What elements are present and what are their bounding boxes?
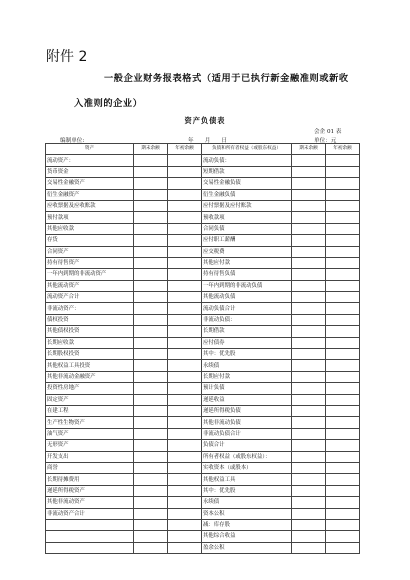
liability-closing-balance-cell xyxy=(292,155,326,166)
asset-item-label: 衍生金融资产 xyxy=(46,189,134,200)
liability-item-label: 其他应付款 xyxy=(202,257,292,268)
liability-closing-balance-cell xyxy=(292,462,326,473)
liability-closing-balance-cell xyxy=(292,360,326,371)
asset-item-label: 固定资产 xyxy=(46,394,134,405)
asset-item-label: 货币资金 xyxy=(46,166,134,177)
asset-closing-balance-cell xyxy=(134,326,168,337)
asset-opening-balance-cell xyxy=(168,508,202,519)
liability-item-label: 负债合计 xyxy=(202,440,292,451)
table-body xyxy=(46,155,360,554)
liability-closing-balance-cell xyxy=(292,212,326,223)
liability-item-label: 长期应付款 xyxy=(202,371,292,382)
liability-item-label: 减：库存股 xyxy=(202,519,292,530)
asset-closing-balance-cell xyxy=(134,508,168,519)
liability-item-label: 交易性金融负债 xyxy=(202,178,292,189)
asset-item-label: 其他债权投资 xyxy=(46,326,134,337)
asset-closing-balance-cell xyxy=(134,474,168,485)
liability-opening-balance-cell xyxy=(326,394,360,405)
asset-closing-balance-cell xyxy=(134,497,168,508)
asset-closing-balance-cell xyxy=(134,292,168,303)
asset-item-label: 长期待摊费用 xyxy=(46,474,134,485)
liability-opening-balance-cell xyxy=(326,440,360,451)
asset-item-label: 存货 xyxy=(46,235,134,246)
asset-opening-balance-cell xyxy=(168,349,202,360)
liability-opening-balance-cell xyxy=(326,508,360,519)
asset-item-label: 生产性生物资产 xyxy=(46,417,134,428)
asset-item-label: 其他权益工具投资 xyxy=(46,360,134,371)
liability-opening-balance-cell xyxy=(326,485,360,496)
asset-item-label: 长期股权投资 xyxy=(46,349,134,360)
table-row xyxy=(46,417,360,428)
asset-closing-balance-cell xyxy=(134,531,168,542)
asset-item-label: 其他流动资产 xyxy=(46,280,134,291)
asset-opening-balance-cell xyxy=(168,474,202,485)
header-liabilities-closing: 期末余额 xyxy=(292,144,326,155)
table-row xyxy=(46,314,360,325)
asset-item-label: 其他非流动金融资产 xyxy=(46,371,134,382)
asset-opening-balance-cell xyxy=(168,212,202,223)
attachment-label: 附件 2 xyxy=(46,49,88,65)
table-row xyxy=(46,189,360,200)
header-assets: 资产 xyxy=(46,144,134,155)
asset-item-label: 其他非流动资产 xyxy=(46,497,134,508)
liability-item-label: 其中：优先股 xyxy=(202,485,292,496)
liability-item-label: 预计负债 xyxy=(202,383,292,394)
table-row xyxy=(46,269,360,280)
table-row xyxy=(46,200,360,211)
asset-closing-balance-cell xyxy=(134,189,168,200)
liability-closing-balance-cell xyxy=(292,451,326,462)
liability-opening-balance-cell xyxy=(326,246,360,257)
asset-closing-balance-cell xyxy=(134,303,168,314)
table-row xyxy=(46,349,360,360)
liability-closing-balance-cell xyxy=(292,383,326,394)
asset-opening-balance-cell xyxy=(168,417,202,428)
asset-closing-balance-cell xyxy=(134,519,168,530)
liability-closing-balance-cell xyxy=(292,542,326,553)
liability-item-label: 流动负债合计 xyxy=(202,303,292,314)
asset-item-label: 交易性金融资产 xyxy=(46,178,134,189)
liability-closing-balance-cell xyxy=(292,519,326,530)
table-row xyxy=(46,485,360,496)
liability-closing-balance-cell xyxy=(292,394,326,405)
liability-opening-balance-cell xyxy=(326,417,360,428)
table-row xyxy=(46,462,360,473)
asset-item-label: 一年内到期的非流动资产 xyxy=(46,269,134,280)
liability-opening-balance-cell xyxy=(326,280,360,291)
table-row xyxy=(46,474,360,485)
liability-item-label: 其他综合收益 xyxy=(202,531,292,542)
asset-opening-balance-cell xyxy=(168,519,202,530)
table-row xyxy=(46,405,360,416)
table-row xyxy=(46,383,360,394)
liability-closing-balance-cell xyxy=(292,428,326,439)
liability-opening-balance-cell xyxy=(326,497,360,508)
asset-item-label: 预付款项 xyxy=(46,212,134,223)
asset-item-label: 无形资产 xyxy=(46,440,134,451)
asset-opening-balance-cell xyxy=(168,405,202,416)
table-row xyxy=(46,246,360,257)
liability-item-label: 递延收益 xyxy=(202,394,292,405)
asset-closing-balance-cell xyxy=(134,451,168,462)
table-row xyxy=(46,360,360,371)
asset-closing-balance-cell xyxy=(134,166,168,177)
header-liabilities-opening: 年初余额 xyxy=(326,144,360,155)
liability-closing-balance-cell xyxy=(292,166,326,177)
table-row xyxy=(46,326,360,337)
liability-item-label: 其他非流动负债 xyxy=(202,417,292,428)
table-row xyxy=(46,166,360,177)
header-liabilities-equity: 负债和所有者权益（或股东权益） xyxy=(202,144,292,155)
liability-item-label: 衍生金融负债 xyxy=(202,189,292,200)
table-row xyxy=(46,178,360,189)
sheet-title: 资产负债表 xyxy=(184,116,226,125)
liability-closing-balance-cell xyxy=(292,246,326,257)
asset-closing-balance-cell xyxy=(134,246,168,257)
table-row xyxy=(46,280,360,291)
asset-closing-balance-cell xyxy=(134,257,168,268)
asset-item-label: 非流动资产合计 xyxy=(46,508,134,519)
asset-closing-balance-cell xyxy=(134,440,168,451)
asset-opening-balance-cell xyxy=(168,189,202,200)
liability-opening-balance-cell xyxy=(326,189,360,200)
liability-opening-balance-cell xyxy=(326,474,360,485)
table-row xyxy=(46,303,360,314)
liability-opening-balance-cell xyxy=(326,371,360,382)
header-assets-closing: 期末余额 xyxy=(134,144,168,155)
asset-closing-balance-cell xyxy=(134,337,168,348)
liability-opening-balance-cell xyxy=(326,292,360,303)
asset-opening-balance-cell xyxy=(168,155,202,166)
asset-closing-balance-cell xyxy=(134,485,168,496)
unit-label: 单位：元 xyxy=(314,138,337,144)
table-row xyxy=(46,235,360,246)
liability-item-label: 短期借款 xyxy=(202,166,292,177)
liability-closing-balance-cell xyxy=(292,405,326,416)
asset-opening-balance-cell xyxy=(168,166,202,177)
asset-closing-balance-cell xyxy=(134,383,168,394)
asset-item-label: 合同资产 xyxy=(46,246,134,257)
asset-item-label: 油气资产 xyxy=(46,428,134,439)
asset-opening-balance-cell xyxy=(168,428,202,439)
liability-closing-balance-cell xyxy=(292,349,326,360)
liability-opening-balance-cell xyxy=(326,235,360,246)
liability-opening-balance-cell xyxy=(326,223,360,234)
asset-item-label: 债权投资 xyxy=(46,314,134,325)
liability-item-label: 所有者权益（或股东权益）： xyxy=(202,451,292,462)
asset-opening-balance-cell xyxy=(168,462,202,473)
asset-opening-balance-cell xyxy=(168,497,202,508)
asset-opening-balance-cell xyxy=(168,178,202,189)
asset-opening-balance-cell xyxy=(168,383,202,394)
header-assets-opening: 年初余额 xyxy=(168,144,202,155)
liability-closing-balance-cell xyxy=(292,417,326,428)
asset-item-label: 应收票据及应收账款 xyxy=(46,200,134,211)
table-header-row xyxy=(46,144,360,155)
asset-opening-balance-cell xyxy=(168,280,202,291)
table-row xyxy=(46,440,360,451)
liability-opening-balance-cell xyxy=(326,166,360,177)
asset-opening-balance-cell xyxy=(168,371,202,382)
asset-closing-balance-cell xyxy=(134,462,168,473)
liability-opening-balance-cell xyxy=(326,155,360,166)
liability-opening-balance-cell xyxy=(326,451,360,462)
table-row xyxy=(46,155,360,166)
asset-opening-balance-cell xyxy=(168,326,202,337)
date-label: _____年____月____日 xyxy=(174,138,228,144)
table-row xyxy=(46,497,360,508)
asset-opening-balance-cell xyxy=(168,223,202,234)
liability-item-label: 永续债 xyxy=(202,360,292,371)
asset-item-label xyxy=(46,519,134,530)
asset-opening-balance-cell xyxy=(168,303,202,314)
table-row xyxy=(46,371,360,382)
liability-closing-balance-cell xyxy=(292,440,326,451)
asset-item-label: 流动资产： xyxy=(46,155,134,166)
liability-opening-balance-cell xyxy=(326,178,360,189)
asset-item-label: 开发支出 xyxy=(46,451,134,462)
asset-item-label: 投资性房地产 xyxy=(46,383,134,394)
liability-opening-balance-cell xyxy=(326,269,360,280)
liability-opening-balance-cell xyxy=(326,212,360,223)
table-row xyxy=(46,542,360,553)
liability-item-label: 实收资本（或股本） xyxy=(202,462,292,473)
asset-closing-balance-cell xyxy=(134,212,168,223)
asset-closing-balance-cell xyxy=(134,428,168,439)
liability-closing-balance-cell xyxy=(292,371,326,382)
asset-opening-balance-cell xyxy=(168,360,202,371)
asset-closing-balance-cell xyxy=(134,349,168,360)
liability-item-label: 应付票据及应付账款 xyxy=(202,200,292,211)
table-row xyxy=(46,428,360,439)
liability-closing-balance-cell xyxy=(292,178,326,189)
asset-closing-balance-cell xyxy=(134,269,168,280)
liability-item-label: 递延所得税负债 xyxy=(202,405,292,416)
asset-item-label xyxy=(46,531,134,542)
asset-opening-balance-cell xyxy=(168,485,202,496)
asset-closing-balance-cell xyxy=(134,178,168,189)
liability-closing-balance-cell xyxy=(292,223,326,234)
liability-closing-balance-cell xyxy=(292,280,326,291)
table-row xyxy=(46,508,360,519)
liability-opening-balance-cell xyxy=(326,462,360,473)
liability-item-label: 应交税费 xyxy=(202,246,292,257)
liability-closing-balance-cell xyxy=(292,485,326,496)
liability-opening-balance-cell xyxy=(326,337,360,348)
asset-opening-balance-cell xyxy=(168,451,202,462)
liability-closing-balance-cell xyxy=(292,292,326,303)
table-row xyxy=(46,257,360,268)
asset-item-label: 商誉 xyxy=(46,462,134,473)
liability-opening-balance-cell xyxy=(326,326,360,337)
asset-item-label: 递延所得税资产 xyxy=(46,485,134,496)
liability-closing-balance-cell xyxy=(292,474,326,485)
liability-item-label: 持有待售负债 xyxy=(202,269,292,280)
asset-opening-balance-cell xyxy=(168,440,202,451)
liability-opening-balance-cell xyxy=(326,200,360,211)
asset-item-label xyxy=(46,542,134,553)
liability-closing-balance-cell xyxy=(292,235,326,246)
liability-closing-balance-cell xyxy=(292,269,326,280)
asset-item-label: 非流动资产： xyxy=(46,303,134,314)
asset-closing-balance-cell xyxy=(134,155,168,166)
liability-closing-balance-cell xyxy=(292,337,326,348)
liability-opening-balance-cell xyxy=(326,542,360,553)
liability-closing-balance-cell xyxy=(292,531,326,542)
liability-opening-balance-cell xyxy=(326,349,360,360)
liability-item-label: 其他流动负债 xyxy=(202,292,292,303)
liability-item-label: 非流动负债： xyxy=(202,314,292,325)
asset-closing-balance-cell xyxy=(134,371,168,382)
liability-item-label: 合同负债 xyxy=(202,223,292,234)
liability-item-label: 预收款项 xyxy=(202,212,292,223)
table-row xyxy=(46,223,360,234)
liability-opening-balance-cell xyxy=(326,405,360,416)
asset-closing-balance-cell xyxy=(134,223,168,234)
liability-item-label: 应付职工薪酬 xyxy=(202,235,292,246)
liability-opening-balance-cell xyxy=(326,519,360,530)
liability-item-label: 一年内到期的非流动负债 xyxy=(202,280,292,291)
table-row xyxy=(46,394,360,405)
table-row xyxy=(46,519,360,530)
asset-opening-balance-cell xyxy=(168,200,202,211)
asset-opening-balance-cell xyxy=(168,292,202,303)
liability-item-label: 长期借款 xyxy=(202,326,292,337)
liability-opening-balance-cell xyxy=(326,303,360,314)
liability-opening-balance-cell xyxy=(326,314,360,325)
asset-closing-balance-cell xyxy=(134,405,168,416)
table-row xyxy=(46,337,360,348)
asset-opening-balance-cell xyxy=(168,269,202,280)
liability-opening-balance-cell xyxy=(326,383,360,394)
asset-closing-balance-cell xyxy=(134,280,168,291)
asset-item-label: 其他应收款 xyxy=(46,223,134,234)
liability-opening-balance-cell xyxy=(326,257,360,268)
asset-item-label: 流动资产合计 xyxy=(46,292,134,303)
liability-opening-balance-cell xyxy=(326,531,360,542)
liability-closing-balance-cell xyxy=(292,326,326,337)
asset-closing-balance-cell xyxy=(134,360,168,371)
asset-opening-balance-cell xyxy=(168,257,202,268)
asset-closing-balance-cell xyxy=(134,394,168,405)
liability-closing-balance-cell xyxy=(292,257,326,268)
org-label: 编制单位: xyxy=(60,138,85,144)
asset-opening-balance-cell xyxy=(168,394,202,405)
asset-item-label: 持有待售资产 xyxy=(46,257,134,268)
asset-closing-balance-cell xyxy=(134,314,168,325)
liability-item-label: 永续债 xyxy=(202,497,292,508)
liability-item-label: 流动负债： xyxy=(202,155,292,166)
liability-opening-balance-cell xyxy=(326,428,360,439)
asset-closing-balance-cell xyxy=(134,200,168,211)
liability-item-label: 盈余公积 xyxy=(202,542,292,553)
document-heading-line-1: 一般企业财务报表格式（适用于已执行新金融准则或新收 xyxy=(104,73,349,84)
liability-closing-balance-cell xyxy=(292,497,326,508)
table-row xyxy=(46,531,360,542)
table-row xyxy=(46,451,360,462)
liability-opening-balance-cell xyxy=(326,360,360,371)
asset-opening-balance-cell xyxy=(168,531,202,542)
liability-closing-balance-cell xyxy=(292,314,326,325)
asset-item-label: 长期应收款 xyxy=(46,337,134,348)
liability-item-label: 资本公积 xyxy=(202,508,292,519)
document-heading-line-2: 入准则的企业） xyxy=(74,98,143,109)
asset-closing-balance-cell xyxy=(134,417,168,428)
asset-opening-balance-cell xyxy=(168,337,202,348)
liability-closing-balance-cell xyxy=(292,189,326,200)
liability-item-label: 应付债券 xyxy=(202,337,292,348)
asset-opening-balance-cell xyxy=(168,542,202,553)
liability-item-label: 非流动负债合计 xyxy=(202,428,292,439)
form-code: 会企 01 表 xyxy=(314,129,342,135)
table-row xyxy=(46,292,360,303)
asset-item-label: 在建工程 xyxy=(46,405,134,416)
balance-sheet-table xyxy=(45,143,360,554)
liability-closing-balance-cell xyxy=(292,303,326,314)
asset-closing-balance-cell xyxy=(134,542,168,553)
asset-opening-balance-cell xyxy=(168,246,202,257)
liability-item-label: 其中：优先股 xyxy=(202,349,292,360)
liability-item-label: 其他权益工具 xyxy=(202,474,292,485)
liability-closing-balance-cell xyxy=(292,200,326,211)
table-row xyxy=(46,212,360,223)
liability-closing-balance-cell xyxy=(292,508,326,519)
asset-opening-balance-cell xyxy=(168,235,202,246)
asset-closing-balance-cell xyxy=(134,235,168,246)
asset-opening-balance-cell xyxy=(168,314,202,325)
